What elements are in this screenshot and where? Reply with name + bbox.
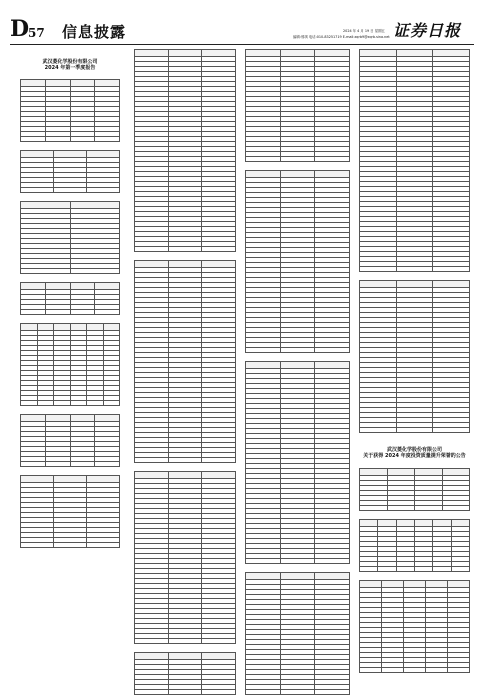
table-cell [70,401,87,406]
table-row [21,202,120,209]
table-gap [20,551,120,556]
table-cell [168,247,202,252]
table-row [21,401,120,406]
table-cell [70,269,120,274]
financial-table [134,260,236,463]
financial-table [20,414,120,467]
financial-table [134,471,236,644]
announcement-1-intro [20,74,120,78]
report-tables-col2 [134,49,236,695]
table-cell [387,468,415,475]
table-cell [246,50,281,57]
table-cell [70,283,95,290]
table-row [246,171,350,178]
table-cell [135,50,169,57]
table-cell [396,281,433,288]
table-row [246,362,350,369]
page-header [0,0,484,44]
table-cell [168,653,202,660]
table-row [360,468,470,475]
table-cell [280,157,315,162]
table-cell [21,462,46,467]
financial-table [20,79,120,142]
table-cell [315,348,350,353]
table-cell [280,690,315,695]
table-row [135,653,236,660]
table-cell [202,50,236,57]
table-cell [396,566,414,571]
table-cell [280,50,315,57]
table-cell [202,695,236,696]
table-cell [451,566,469,571]
table-row [135,458,236,463]
table-cell [360,281,397,288]
table-cell [54,543,87,548]
financial-table [245,170,350,353]
financial-table [20,475,120,548]
table-cell [360,50,397,57]
table-cell [360,667,382,672]
table-gap [359,676,470,681]
column-3 [245,49,350,695]
table-cell [95,415,120,422]
table-cell [382,580,404,587]
table-cell [21,415,46,422]
table-cell [87,401,104,406]
editor-contact: 编辑:邢琪 电话:010-83251719 E-mail:zqrb9@zqrb.sina.net [293,35,390,39]
table-cell [360,468,388,475]
table-cell [135,458,169,463]
financial-table [359,280,470,433]
table-row [21,324,120,331]
section-letter: D [10,16,30,42]
table-cell [54,188,87,193]
table-cell [21,202,71,209]
table-cell [135,639,169,644]
financial-table [20,201,120,274]
table-cell [202,653,236,660]
table-cell [202,247,236,252]
stock-code-line [20,49,120,53]
table-row [21,80,120,87]
table-cell [87,188,120,193]
table-cell [396,267,433,272]
table-cell [246,171,281,178]
report-tables-col3 [245,49,350,695]
table-cell [70,137,95,142]
table-cell [433,428,470,433]
announcement-1-company: 武汉菱化学股份有限公司 [42,58,98,65]
table-cell [360,580,382,587]
table-cell [37,401,54,406]
table-row [360,281,470,288]
table-cell [315,559,350,564]
report-tables-col4a [359,49,470,441]
table-cell [404,580,426,587]
table-cell [315,362,350,369]
table-row [360,267,470,272]
financial-table [20,282,120,315]
table-cell [246,348,281,353]
table-cell [70,310,95,315]
table-cell [360,566,378,571]
report-tables-col4b [359,468,470,681]
table-row [21,188,120,193]
table-cell [21,80,46,87]
table-cell [246,362,281,369]
table-cell [168,639,202,644]
table-row [360,519,470,526]
table-cell [103,324,120,331]
financial-table [20,323,120,406]
announcement-2-heading [359,447,470,459]
table-cell [415,468,443,475]
table-row [360,566,470,571]
table-cell [21,188,54,193]
table-row [135,639,236,644]
table-row [135,50,236,57]
table-cell [246,573,281,580]
table-row [21,462,120,467]
table-cell [54,476,87,483]
page-number: 57 [28,26,45,40]
table-cell [87,543,120,548]
table-cell [135,472,169,479]
table-cell [404,667,426,672]
table-cell [360,428,397,433]
table-cell [87,476,120,483]
announcement-1-title: 2024 年第一季度报告 [44,64,96,71]
table-cell [280,348,315,353]
table-cell [246,690,281,695]
table-cell [396,428,433,433]
table-cell [87,151,120,158]
table-cell [37,324,54,331]
table-row [135,247,236,252]
table-cell [168,472,202,479]
financial-table [134,49,236,252]
table-cell [21,269,71,274]
table-row [246,157,350,162]
table-cell [414,566,432,571]
table-cell [21,310,46,315]
table-cell [360,505,388,510]
table-cell [45,137,70,142]
table-cell [54,324,71,331]
table-cell [433,281,470,288]
table-cell [280,362,315,369]
table-row [21,283,120,290]
table-cell [396,50,433,57]
table-cell [448,667,470,672]
table-cell [54,401,71,406]
table-row [21,310,120,315]
announcement-2-company: 武汉菱化学股份有限公司 [386,447,442,453]
column-1 [20,49,120,695]
table-cell [246,157,281,162]
financial-table [245,49,350,162]
announcement-1-heading [20,59,120,71]
table-cell [315,573,350,580]
table-cell [70,324,87,331]
table-cell [396,519,414,526]
table-cell [433,50,470,57]
table-row [246,50,350,57]
table-row [246,559,350,564]
financial-table [245,572,350,695]
table-cell [415,505,443,510]
table-cell [442,468,470,475]
table-cell [70,415,95,422]
table-cell [426,580,448,587]
table-row [135,261,236,268]
column-4 [359,49,470,695]
table-cell [315,690,350,695]
table-cell [45,283,70,290]
table-cell [280,171,315,178]
financial-table [20,150,120,193]
table-cell [315,171,350,178]
table-cell [280,559,315,564]
header-rule [10,44,474,45]
table-cell [135,695,169,696]
table-row [360,50,470,57]
announcement-2-body [359,462,470,466]
table-row [135,695,236,696]
financial-table [359,468,470,511]
table-cell [280,573,315,580]
table-row [21,151,120,158]
table-cell [21,151,54,158]
table-cell [378,566,396,571]
table-cell [433,566,451,571]
table-cell [315,50,350,57]
table-row [360,428,470,433]
financial-table [245,361,350,564]
table-row [360,505,470,510]
table-cell [315,157,350,162]
column-2 [134,49,236,695]
table-cell [202,261,236,268]
table-cell [95,462,120,467]
table-cell [168,695,202,696]
table-cell [168,458,202,463]
report-tables-col1 [20,79,120,556]
financial-table [359,519,470,572]
table-cell [95,310,120,315]
table-cell [21,137,46,142]
table-cell [426,667,448,672]
table-row [21,415,120,422]
table-row [21,269,120,274]
table-cell [360,267,397,272]
table-cell [45,80,70,87]
table-cell [95,137,120,142]
table-row [360,580,470,587]
table-cell [451,519,469,526]
table-row [246,690,350,695]
table-cell [135,653,169,660]
table-row [246,573,350,580]
table-cell [202,472,236,479]
table-cell [246,559,281,564]
table-cell [414,519,432,526]
financial-table [359,49,470,272]
table-row [360,667,470,672]
table-cell [202,458,236,463]
table-cell [45,462,70,467]
table-cell [54,151,87,158]
table-cell [433,267,470,272]
table-cell [202,639,236,644]
table-cell [21,476,54,483]
table-row [21,543,120,548]
table-row [135,472,236,479]
newspaper-logo: 证券日报 [393,21,462,40]
table-cell [45,310,70,315]
table-cell [442,505,470,510]
table-cell [448,580,470,587]
table-cell [95,80,120,87]
table-cell [433,519,451,526]
financial-table [134,652,236,695]
table-cell [95,283,120,290]
table-cell [103,401,120,406]
table-cell [168,261,202,268]
announcement-2-title: 关于获得 2024 年度投资质量提升荣誉的公告 [363,453,466,459]
table-cell [360,519,378,526]
table-cell [382,667,404,672]
table-cell [21,543,54,548]
table-cell [21,401,38,406]
table-cell [70,80,95,87]
section-title: 信息披露 [62,23,127,41]
table-cell [87,324,104,331]
table-cell [378,519,396,526]
table-row [21,476,120,483]
table-cell [168,50,202,57]
table-cell [135,247,169,252]
table-row [21,137,120,142]
table-cell [45,415,70,422]
table-cell [387,505,415,510]
table-cell [70,202,120,209]
financial-table [359,580,470,673]
table-cell [135,261,169,268]
issue-date: 2024 年 4 月 19 日 星期五 [343,29,385,33]
table-row [246,348,350,353]
table-cell [21,324,38,331]
table-cell [70,462,95,467]
table-cell [21,283,46,290]
table-gap [359,436,470,441]
